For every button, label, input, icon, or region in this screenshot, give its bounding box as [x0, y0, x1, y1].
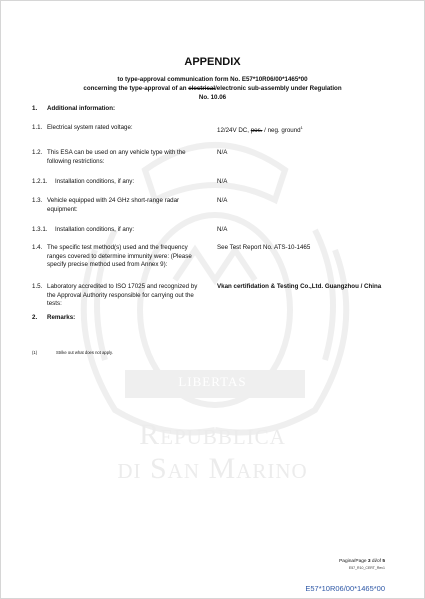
watermark-line2: di San Marino	[117, 452, 308, 485]
section-number: 1.	[32, 105, 38, 112]
item-value	[217, 124, 397, 136]
item-label: Vehicle equipped with 24 GHz short-range radar equipment:	[47, 197, 180, 213]
item-number: 1.4.	[32, 244, 43, 251]
item-value: N/A	[217, 197, 228, 204]
item-value: N/A	[217, 226, 228, 233]
total-pages: 5	[382, 559, 385, 564]
page-label: Pagina/Page	[339, 559, 368, 564]
item-label: The specific test method(s) used and the frequency ranges covered to determine immunity were: (Please specify precise method used from Annex 9):	[47, 244, 192, 268]
item-number: 1.2.1.	[32, 178, 48, 185]
item-label: Electrical system rated voltage:	[47, 124, 133, 131]
item-number: 1.1.	[32, 124, 43, 131]
item-number: 1.2.	[32, 149, 43, 156]
subtitle-form-number: to type-approval communication form No. E57*10R06/00*1465*00	[117, 76, 308, 83]
item-label: Installation conditions, if any:	[55, 178, 135, 185]
subtitle-regulation	[40, 84, 385, 93]
footnote-text: Strike out what does not apply.	[56, 350, 113, 355]
item-value: N/A	[217, 178, 228, 185]
section-heading: Remarks:	[47, 314, 76, 321]
subtitle-regulation-number: No. 10.06	[198, 94, 227, 101]
item-value: Vkan certifidation & Testing Co.,Ltd. Guangzhou / China	[217, 283, 382, 290]
footnote-marker: 1	[300, 125, 303, 130]
footnote-number: (1)	[32, 350, 38, 355]
struck-word: electrical	[188, 85, 216, 92]
current-page: 3	[367, 559, 371, 564]
subtitle-text: concerning the type-approval of an	[83, 85, 189, 92]
item-number: 1.3.1.	[32, 226, 48, 233]
page-label: di/of	[370, 559, 383, 564]
form-code: E57_R10_CERT_Rev1	[348, 566, 385, 570]
subtitle-text: /electronic sub-assembly under Regulation	[215, 85, 342, 92]
page-title: APPENDIX	[184, 56, 241, 68]
value-text: 12/24V DC,	[217, 127, 251, 135]
struck-word: pos.	[250, 127, 263, 135]
page-number	[339, 559, 385, 564]
item-value: See Test Report No. ATS-10-1465	[217, 244, 311, 251]
watermark-banner: LIBERTAS	[178, 374, 247, 389]
section-number: 2.	[32, 314, 38, 321]
approval-code: E57*10R06/00*1465*00	[305, 584, 385, 593]
value-text: / neg. ground	[262, 127, 301, 135]
item-label: Installation conditions, if any:	[55, 226, 135, 233]
section-heading: Additional information:	[47, 105, 116, 112]
item-value: N/A	[217, 149, 228, 156]
watermark-line1: Repubblica	[139, 418, 286, 451]
item-number: 1.3.	[32, 197, 43, 204]
item-label: This ESA can be used on any vehicle type with the following restrictions:	[47, 149, 186, 165]
item-label: Laboratory accredited to ISO 17025 and recognized by the Approval Authority responsible for carrying out the tests:	[47, 283, 198, 307]
item-number: 1.5.	[32, 283, 43, 290]
